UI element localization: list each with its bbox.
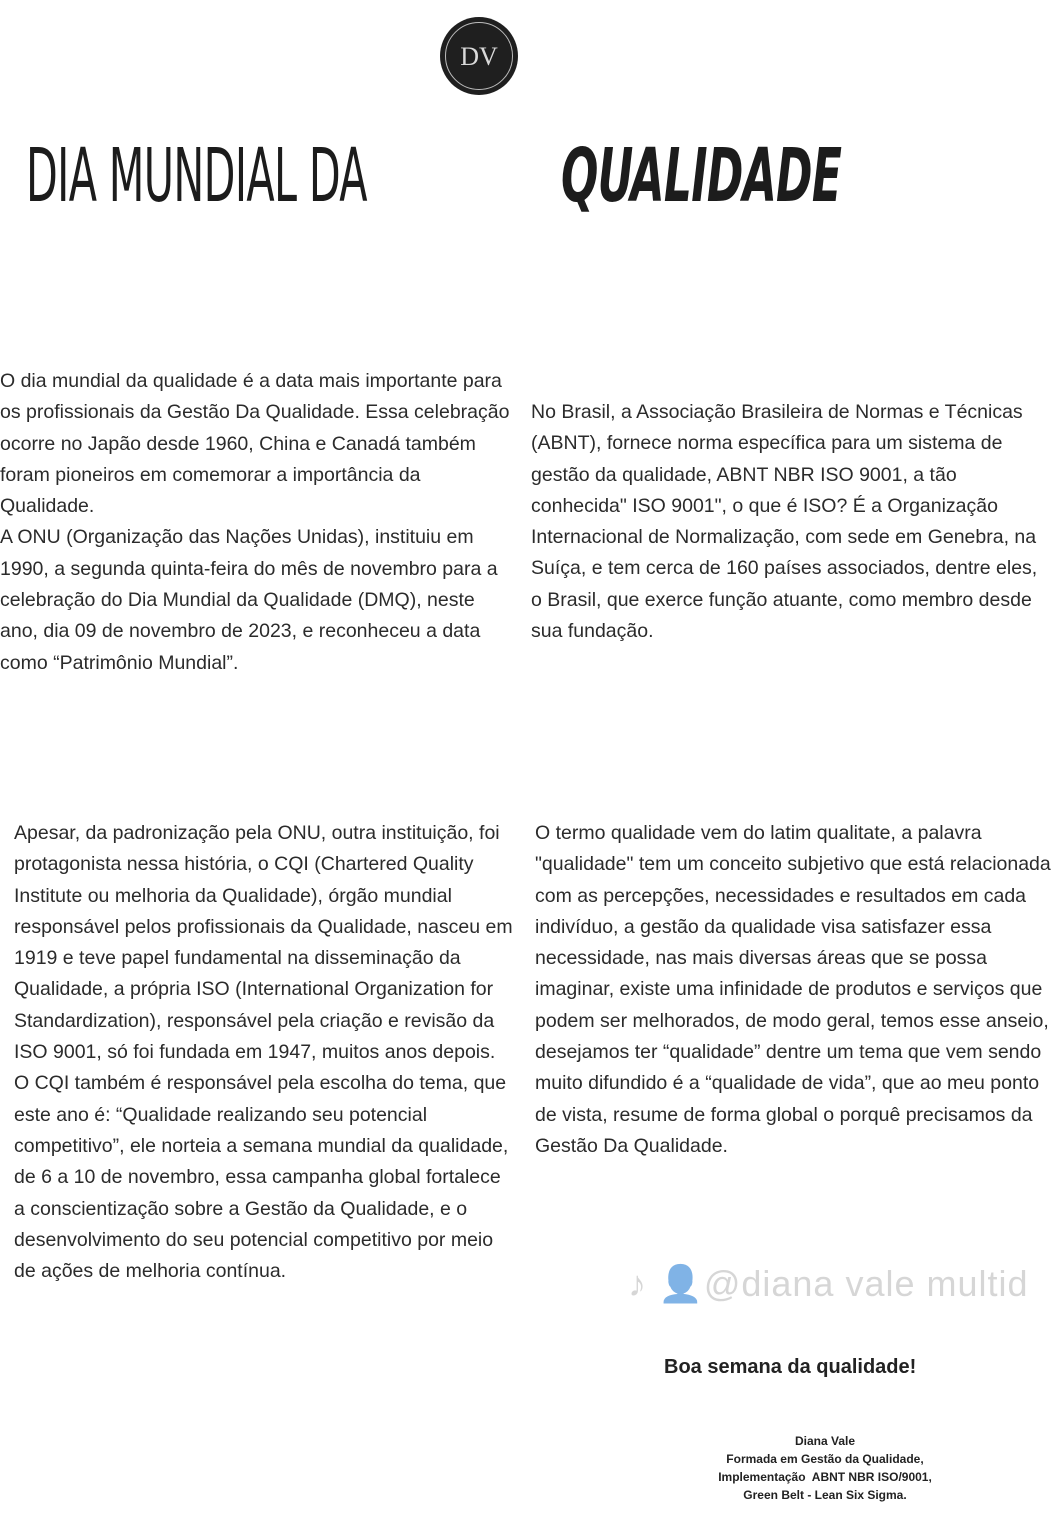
signature-line: Formada em Gestão da Qualidade,: [726, 1452, 924, 1466]
signature-name: Diana Vale: [794, 1434, 856, 1448]
logo: [440, 17, 518, 95]
monogram-icon: [455, 32, 503, 80]
paragraph: O CQI também é responsável pela escolha do tema, que este ano é: “Qualidade realizando seu potencial competitivo”, ele norteia a semana mundial da qualidade, de 6 a 10 de novembro, essa campanha global fortalece a conscientização sobre a Gestão da Qualidade, e o desenvolvimento do seu potencial competitivo por meio de ações de melhoria contínua.: [14, 1072, 509, 1283]
title-part-bold: QUALIDADE: [561, 133, 842, 219]
title-part-light: DIA MUNDIAL DA: [26, 133, 367, 219]
article-column-4: [535, 818, 1057, 1162]
page-title: [26, 128, 842, 224]
paragraph: No Brasil, a Associação Brasileira de Normas e Técnicas (ABNT), fornece norma específica para um sistema de gestão da qualidade, ABNT NBR ISO 9001, a tão conhecida" ISO 9001", o que é ISO? É a Organização Internacional de Normalização, com sede em Genebra, na Suíça, e tem cerca de 160 países associados, dentre eles, o Brasil, que exerce função atuante, como membro desde sua fundação.: [531, 401, 1038, 643]
paragraph: Apesar, da padronização pela ONU, outra instituição, foi protagonista nessa história, o CQI (Chartered Quality Institute ou melhoria da Qualidade), órgão mundial responsável pelos profissionais da Qualidade, nasceu em 1919 e teve papel fundamental na disseminação da Qualidade, a própria ISO (International Organization for Standardization), responsável pela criação e revisão da ISO 9001, só foi fundada em 1947, muitos anos depois.: [14, 822, 513, 1064]
watermark: ♪ 👤@diana vale multid: [628, 1263, 1029, 1304]
article-column-3: [14, 818, 514, 1287]
paragraph: O dia mundial da qualidade é a data mais importante para os profissionais da Gestão Da Qualidade. Essa celebração ocorre no Japão desde 1960, China e Canadá também foram pioneiros em comemorar a importância da Qualidade.: [0, 370, 510, 518]
greeting: Boa semana da qualidade!: [664, 1356, 917, 1378]
logo-ring: [445, 22, 513, 90]
article-column-2: [531, 397, 1051, 647]
article-column-1: [0, 366, 512, 679]
signature-line: Green Belt - Lean Six Sigma.: [743, 1488, 907, 1502]
svg-text:DV: DV: [460, 42, 498, 71]
paragraph: A ONU (Organização das Nações Unidas), instituiu em 1990, a segunda quinta-feira do mês de novembro para a celebração do Dia Mundial da Qualidade (DMQ), neste ano, dia 09 de novembro de 2023, e reconheceu a data como “Patrimônio Mundial”.: [0, 526, 498, 674]
signature: [660, 1432, 990, 1504]
paragraph: O termo qualidade vem do latim qualitate, a palavra "qualidade" tem um conceito subjetivo que está relacionada com as percepções, necessidades e resultados em cada indivíduo, a gestão da qualidade visa satisfazer essa necessidade, nas mais diversas áreas que se possa imaginar, existe uma infinidade de produtos e serviços que podem ser melhorados, de modo geral, temos esse anseio, desejamos ter “qualidade” dentre um tema que vem sendo muito difundido é a “qualidade de vida”, que ao meu ponto de vista, resume de forma global o porquê precisamos da Gestão Da Qualidade.: [535, 822, 1051, 1157]
signature-line: Implementação ABNT NBR ISO/9001,: [718, 1470, 932, 1484]
